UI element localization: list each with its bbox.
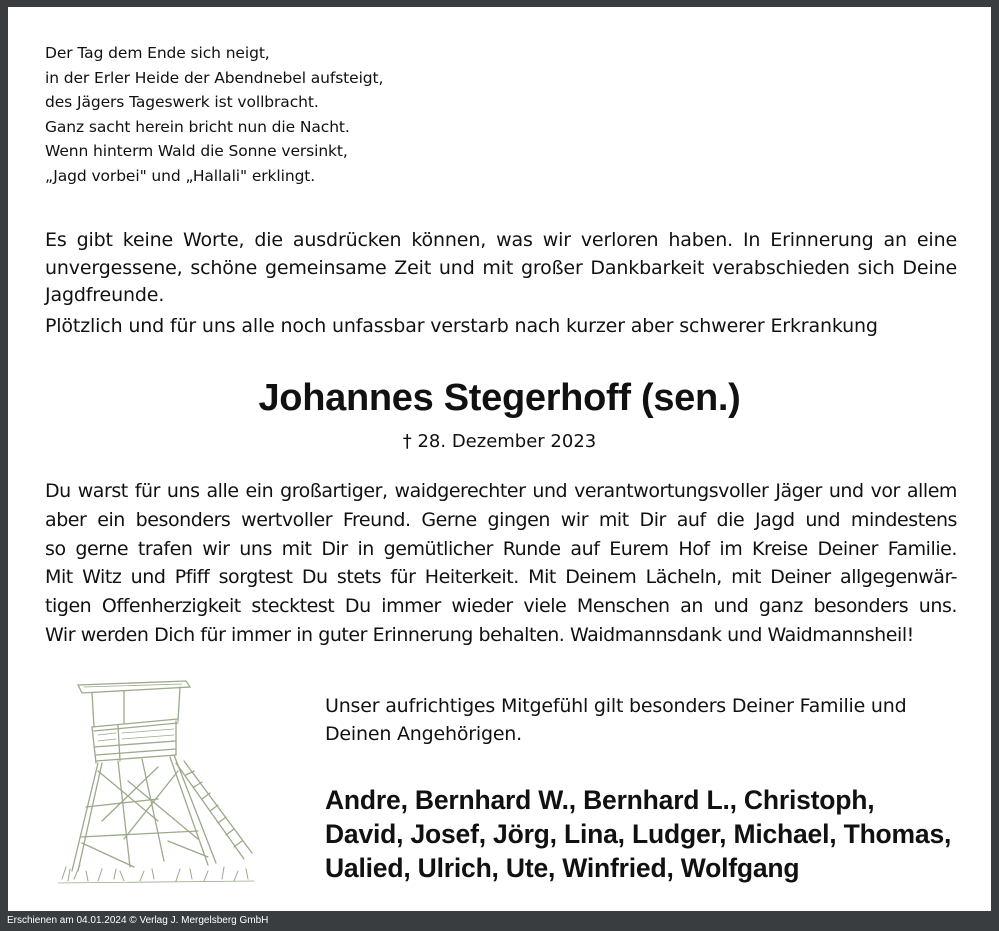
deceased-name: Johannes Stegerhoff (sen.)	[258, 377, 741, 419]
intro-paragraph: Es gibt keine Worte, die ausdrücken können, was wir verloren haben. In Erinnerung an eine unvergessene, schöne gemeinsame Zeit und mit großer Dankbarkeit verabschieden sich Deine Jagdfreunde.	[45, 229, 957, 306]
condolence-line: Deinen Angehörigen.	[325, 723, 522, 745]
poem-line: Wenn hinterm Wald die Sonne versinkt,	[45, 142, 348, 160]
condolence-line: Unser aufrichtiges Mitgefühl gilt besonders Deiner Familie und	[325, 695, 907, 717]
tribute-line: so gerne trafen wir uns mit Dir in gemütlicher Runde auf Eurem Hof im Kreise Deiner Familie.	[45, 537, 957, 560]
obituary-notice	[8, 7, 991, 911]
condolence-text	[325, 692, 965, 748]
poem-line: des Jägers Tageswerk ist vollbracht.	[45, 93, 319, 111]
tribute-line: Wir werden Dich für immer in guter Erinnerung behalten. Waidmannsdank und Waidmannsheil!	[45, 623, 914, 646]
publication-footer: Erschienen am 04.01.2024 © Verlag J. Mergelsberg GmbH	[7, 915, 269, 926]
poem-line: in der Erler Heide der Abendnebel aufsteigt,	[45, 68, 384, 87]
signatories-line: Andre, Bernhard W., Bernhard L., Christoph,	[325, 785, 875, 815]
tribute-line: tigen Offenherzigkeit stecktest Du immer wieder viele Menschen an und ganz besonders uns.	[45, 595, 957, 618]
intro-text	[45, 227, 957, 340]
death-date: † 28. Dezember 2023	[402, 431, 597, 452]
signatories-line: Ualied, Ulrich, Ute, Winfried, Wolfgang	[325, 853, 800, 883]
poem-line: Der Tag dem Ende sich neigt,	[45, 44, 270, 62]
intro-paragraph: Plötzlich und für uns alle noch unfassbar verstarb nach kurzer aber schwerer Erkrankung	[45, 314, 878, 337]
signatories	[325, 783, 975, 885]
hunting-stand-icon	[58, 671, 258, 889]
poem	[45, 41, 383, 188]
tribute-line: aber ein besonders wertvoller Freund. Gerne gingen wir mit Dir auf die Jagd und mindestens	[45, 508, 957, 531]
tribute-line: Mit Witz und Pfiff sorgtest Du stets für Heiterkeit. Mit Deinem Lächeln, mit Deiner allgegenwär-	[45, 566, 957, 589]
signatories-line: David, Josef, Jörg, Lina, Ludger, Michael, Thomas,	[325, 819, 952, 849]
poem-line: Ganz sacht herein bricht nun die Nacht.	[45, 117, 350, 136]
poem-line: „Jagd vorbei" und „Hallali" erklingt.	[45, 166, 316, 185]
tribute-text	[45, 477, 957, 650]
tribute-line: Du warst für uns alle ein großartiger, waidgerechter und verantwortungsvoller Jäger und vor allem	[45, 480, 957, 502]
